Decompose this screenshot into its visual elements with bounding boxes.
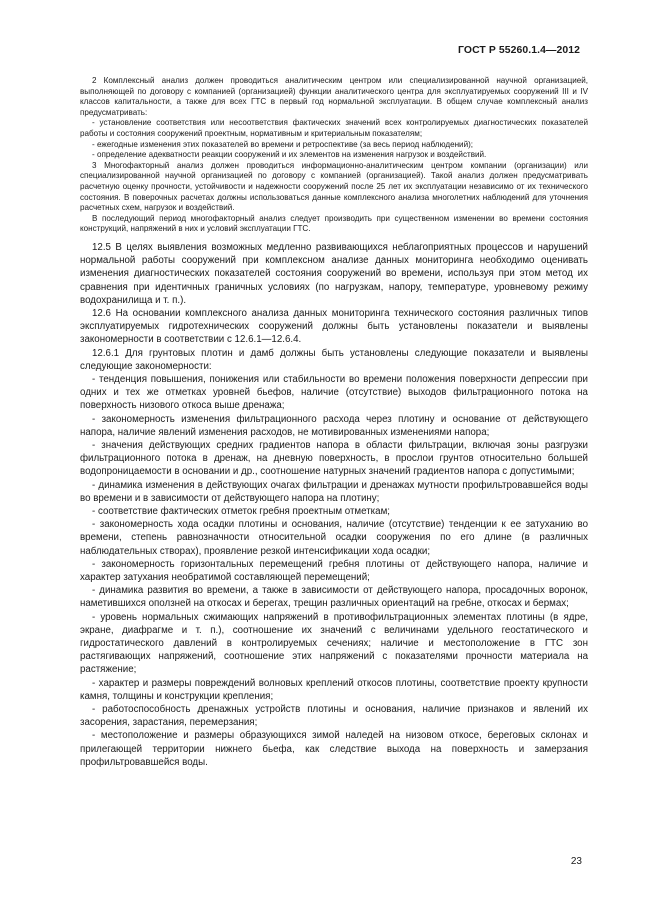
list-item: - значения действующих средних градиентов напора в области фильтрации, включая зоны разгрузки фильтрационного потока в дренаж, на дневную поверхность, в прослои грунтов относительно большей водопроницаемости в основании и др., соотношение натурных значений градиентов напора с допустимыми; <box>80 439 588 478</box>
clause-12-6: 12.6 На основании комплексного анализа данных мониторинга технического состояния различных типов эксплуатируемых гидротехнических сооружений должны быть установлены показатели и выявлены закономерности в соответствии с 12.6.1—12.6.4. <box>80 307 588 346</box>
list-item: - закономерность изменения фильтрационного расхода через плотину и основание от действующего напора, наличие явлений изменения расходов, не мотивированных изменениями напора; <box>80 413 588 438</box>
note-paragraph: В последующий период многофакторный анализ следует производить при существенном изменении во времени состояния конструкций, напряжений в них и условий эксплуатации ГТС. <box>80 213 588 234</box>
list-item: - уровень нормальных сжимающих напряжений в противофильтрационных элементах плотины (в ядре, экране, диафрагме и т. п.), соотношение их значений с величинами удельного геостатического и гидростатического давлений в контролируемых сечениях; наличие и местоположение в ГТС зон растягивающих напряжений, соотношение этих напряжений с показателями прочности материала на растяжение; <box>80 611 588 676</box>
list-item: - соответствие фактических отметок гребня проектным отметкам; <box>92 505 390 517</box>
note-list-item: - определение адекватности реакции сооружений и их элементов на изменения нагрузок и воздействий. <box>92 150 487 160</box>
list-item: - динамика изменения в действующих очагах фильтрации и дренажах мутности профильтровавшейся воды во времени и в зависимости от действующего напора на плотину; <box>80 479 588 504</box>
document-code-header: ГОСТ Р 55260.1.4—2012 <box>458 45 580 56</box>
list-item: - работоспособность дренажных устройств плотины и основания, наличие признаков и явлений их засорения, зарастания, перемерзания; <box>80 704 588 729</box>
list-item: - местоположение и размеры образующихся зимой наледей на низовом откосе, береговых склонах и прилегающей территории нижнего бьефа, как следствие выхода на поверхность и замерзания профильтровавшейся воды. <box>80 730 588 768</box>
list-item: - закономерность хода осадки плотины и основания, наличие (отсутствие) тенденции к ее затуханию во времени, степень равнозначности относительной осадки сооружения по его длине (в различных наблюдательных створах), проявление резкой интенсификации хода осадки; <box>80 519 588 557</box>
note-list-item: - ежегодные изменения этих показателей во времени и ретроспективе (за весь период наблюдений); <box>92 139 474 149</box>
list-item: - закономерность горизонтальных перемещений гребня плотины от действующего напора, наличие и характер затухания необратимой составляющей перемещений; <box>80 558 588 583</box>
note-paragraph: 2 Комплексный анализ должен проводиться аналитическим центром или специализированной научной организацией, выполняющей по договору с компанией (организацией) функции аналитического центра для эксплуатируемых сооружений III и IV классов капитальности, а также для всех ГТС в первый год нормальной эксплуатации. В общем случае комплексный анализ предусматривать: <box>80 76 588 117</box>
list-item: - тенденция повышения, понижения или стабильности во времени положения поверхности депрессии при одних и тех же отметках уровней бьефов, наличие (отсутствие) выходов фильтрационного потока на поверхность низового откоса выше дренажа; <box>80 373 588 412</box>
page-number: 23 <box>570 856 582 867</box>
clause-12-6-1: 12.6.1 Для грунтовых плотин и дамб должны быть установлены следующие показатели и выявлены следующие закономерности: <box>80 347 588 372</box>
list-item: - характер и размеры повреждений волновых креплений откосов плотины, соответствие проекту крупности камня, толщины и конструкции крепления; <box>80 677 588 702</box>
clause-12-5: 12.5 В целях выявления возможных медленно развивающихся неблагоприятных процессов и нарушений нормальной работы сооружений при комплексном анализе данных мониторинга необходимо оценивать изменения диагностических показателей состояния сооружений во времени, используя при этом метод их сравнения при идентичных граничных условиях (по нагрузкам, напору, температуре, уровневому режиму водохранилища и т. п.). <box>80 241 588 306</box>
page-content <box>80 76 588 769</box>
list-item: - динамика развития во времени, а также в зависимости от действующего напора, просадочных воронок, наметившихся оползней на откосах и берегах, трещин различных ориентаций на гребне, откосах и бермах; <box>80 585 588 610</box>
note-paragraph: 3 Многофакторный анализ должен проводиться информационно-аналитическим центром компании (организации) или специализированной научной организацией по договору с компанией (организацией). Такой анализ должен предусматривать расчетную оценку прочности, устойчивости и надежности сооружений после 25 лет их эксплуатации независимо от их технического состояния. В поверочных расчетах должны использоваться данные комплексного анализа многолетних наблюдений для уточнения расчетных схем, нагрузок и воздействий. <box>80 160 588 213</box>
note-list-item: - установление соответствия или несоответствия фактических значений всех контролируемых диагностических показателей работы и состояния сооружений проектным, нормативным и критериальным показателям; <box>80 118 588 138</box>
